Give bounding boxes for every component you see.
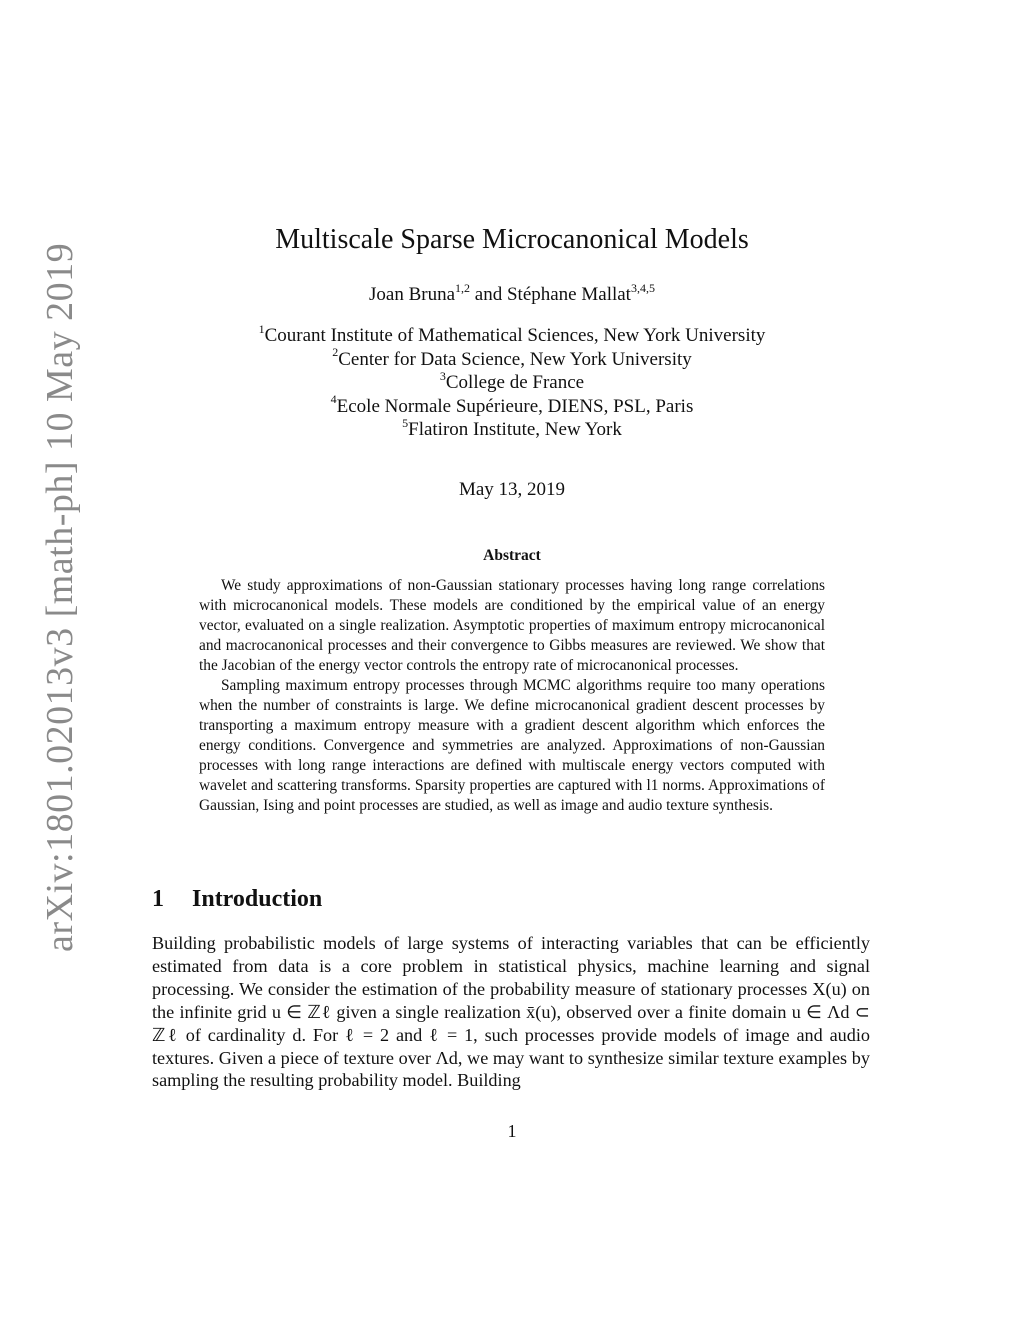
author-affiliation-marks: 1,2 (455, 280, 471, 295)
affiliation-line (150, 392, 874, 419)
affiliation-number: 4 (330, 392, 337, 407)
body-paragraph: Building probabilistic models of large systems of interacting variables that can be efficiently estimated from data is a core problem in statistical physics, machine learning and signal processing. We consider the estimation of the probability measure of stationary processes X(u) on the infinite grid u ∈ ℤℓ given a single realization x̄(u), observed over a finite domain u ∈ Λd ⊂ ℤℓ of cardinality d. For ℓ = 2 and ℓ = 1, such processes provide models of image and audio textures. Given a piece of texture over Λd, we may want to synthesize similar texture examples by sampling the resulting probability model. Building (152, 933, 870, 1091)
affiliation-number: 5 (402, 415, 409, 430)
abstract-heading: Abstract (483, 547, 541, 564)
author-name: Stéphane Mallat (506, 284, 631, 305)
affiliation-line (150, 368, 874, 395)
section-heading (152, 886, 322, 913)
affiliation-line (150, 345, 874, 372)
affiliation-list (150, 321, 874, 442)
affiliation-text: College de France (445, 372, 585, 393)
abstract-body (199, 576, 825, 816)
publication-date: May 13, 2019 (458, 479, 566, 500)
affiliation-number: 3 (439, 368, 446, 383)
page-number: 1 (507, 1121, 517, 1141)
affiliation-number: 2 (332, 345, 339, 360)
affiliation-text: Center for Data Science, New York University (338, 348, 692, 370)
arxiv-identifier-stamp: arXiv:1801.02013v3 [math-ph] 10 May 2019 (39, 242, 81, 952)
author-line (150, 280, 874, 306)
author-name: Joan Bruna (369, 284, 456, 305)
section-title: Introduction (192, 886, 323, 912)
paper-title: Multiscale Sparse Microcanonical Models (275, 224, 749, 255)
introduction-body (152, 932, 870, 1092)
affiliation-text: Ecole Normale Supérieure, DIENS, PSL, Paris (336, 395, 694, 417)
section-number: 1 (152, 886, 164, 912)
affiliation-line (150, 415, 874, 442)
affiliation-text: Courant Institute of Mathematical Sciences, New York University (264, 325, 766, 346)
author-separator: and (470, 284, 507, 305)
affiliation-number: 1 (258, 321, 265, 336)
abstract-paragraph: Sampling maximum entropy processes through MCMC algorithms require too many operations when the number of constraints is large. We define microcanonical gradient descent processes by transporting a maximum entropy measure with a gradient descent algorithm which enforces the energy conditions. Convergence and symmetries are analyzed. Approximations of non-Gaussian processes with long range interactions are defined with multiscale energy vectors computed with wavelet and scattering transforms. Sparsity properties are captured with l1 norms. Approximations of Gaussian, Ising and point processes are studied, as well as image and audio texture synthesis. (199, 677, 825, 814)
author-affiliation-marks: 3,4,5 (630, 280, 655, 295)
affiliation-text: Flatiron Institute, New York (408, 419, 622, 440)
abstract-paragraph: We study approximations of non-Gaussian stationary processes having long range correlations with microcanonical models. These models are conditioned by the empirical value of an energy vector, evaluated on a single realization. Asymptotic properties of maximum entropy microcanonical and macrocanonical processes and their convergence to Gibbs measures are reviewed. We show that the Jacobian of the energy vector controls the entropy rate of microcanonical processes. (199, 577, 825, 674)
affiliation-line (150, 321, 874, 348)
